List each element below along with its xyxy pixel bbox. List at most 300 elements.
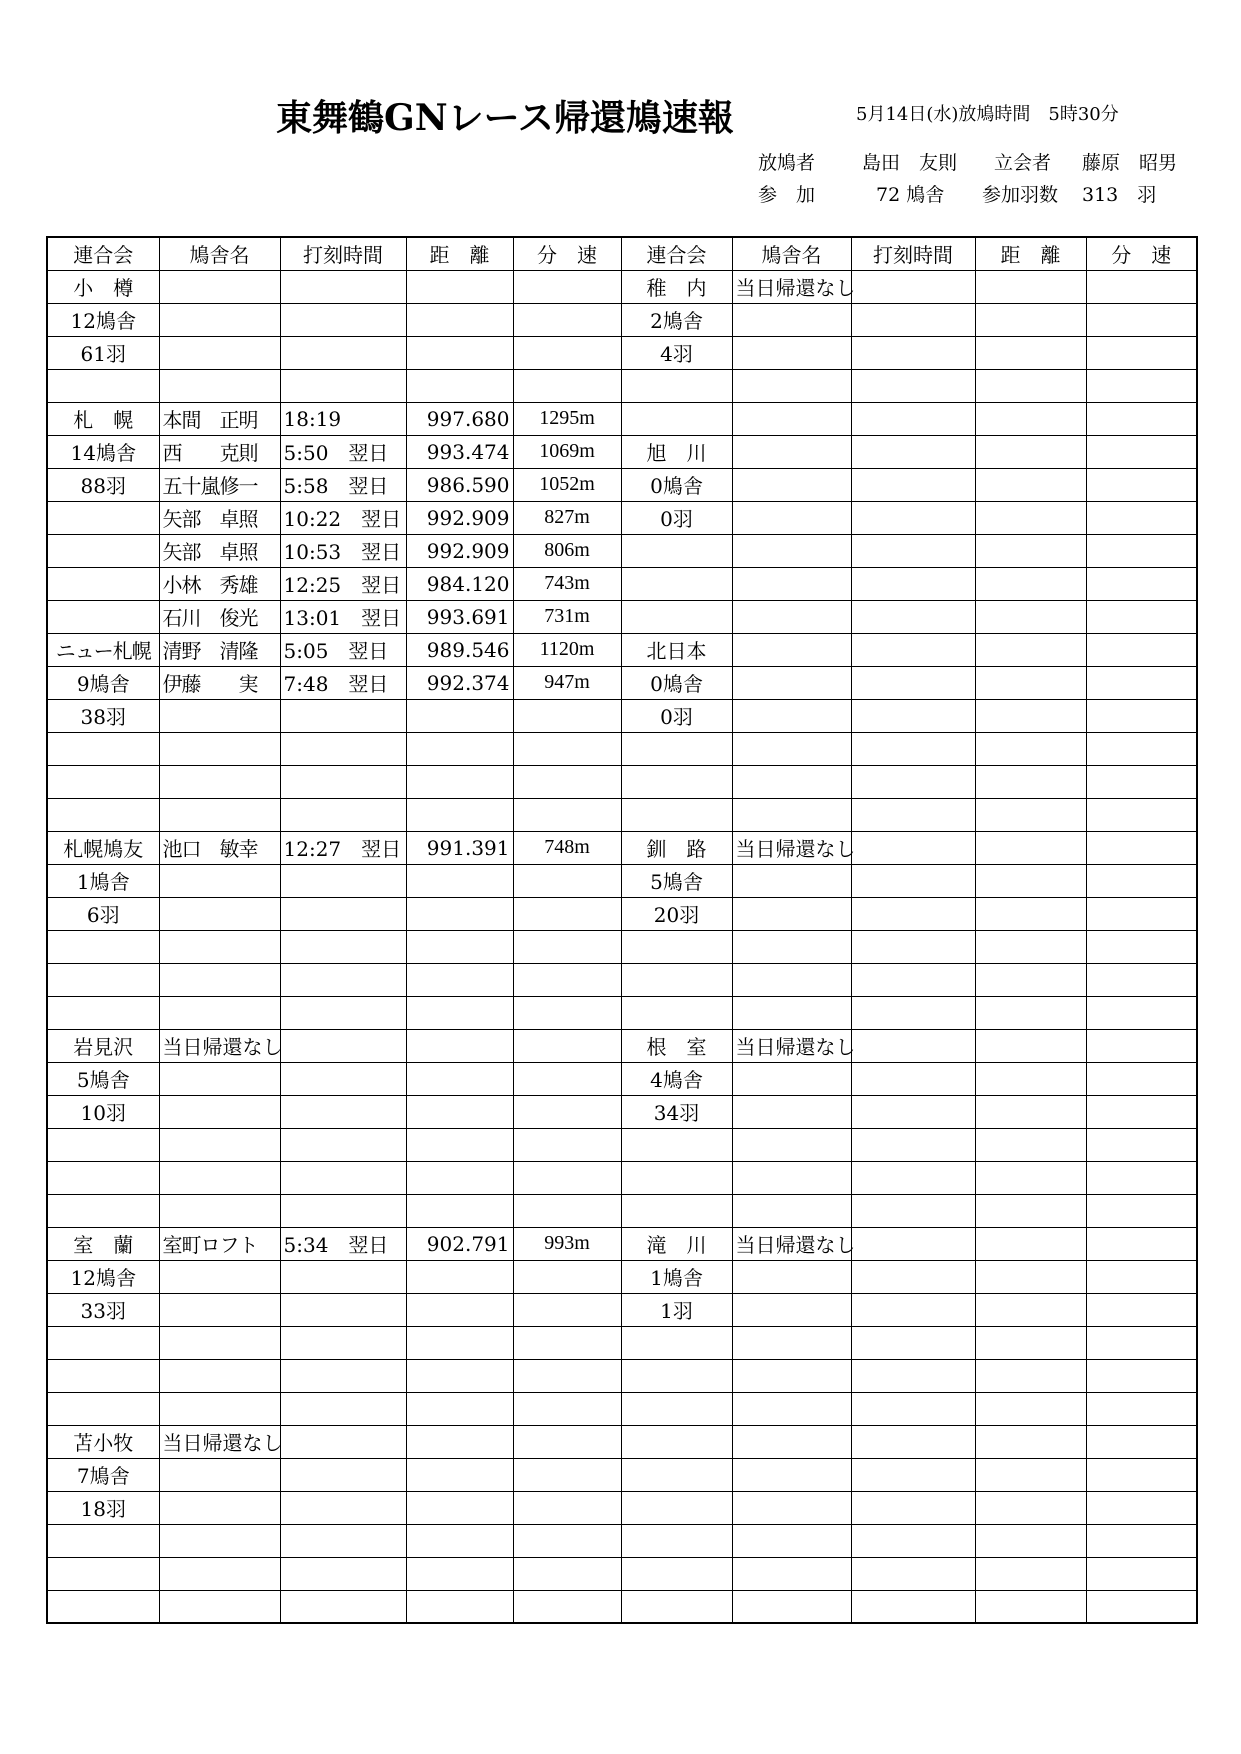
releaser-name: 島田 友則 — [862, 152, 958, 174]
federation-cell: 7鳩舎 — [47, 1458, 159, 1491]
speed-cell — [1086, 897, 1197, 930]
clock-time-cell: 12:25 翌日 — [280, 567, 406, 600]
table-row — [47, 1260, 1197, 1293]
clock-time-cell — [851, 270, 975, 303]
speed-cell — [1086, 732, 1197, 765]
clock-time-cell — [280, 1458, 406, 1491]
distance-cell — [975, 1326, 1086, 1359]
loft-name-cell — [732, 1458, 851, 1491]
table-row — [47, 303, 1197, 336]
loft-name-cell — [732, 1425, 851, 1458]
speed-cell — [513, 336, 621, 369]
speed-cell — [1086, 336, 1197, 369]
distance-cell — [406, 270, 513, 303]
distance-cell — [975, 402, 1086, 435]
speed-cell — [513, 1128, 621, 1161]
federation-cell — [621, 1392, 732, 1425]
speed-cell — [1086, 633, 1197, 666]
distance-cell — [406, 732, 513, 765]
federation-cell: 6羽 — [47, 897, 159, 930]
federation-cell: 1鳩舎 — [47, 864, 159, 897]
federation-cell — [47, 369, 159, 402]
speed-cell — [1086, 1425, 1197, 1458]
distance-cell — [975, 732, 1086, 765]
loft-name-cell — [732, 1293, 851, 1326]
clock-time-cell — [851, 402, 975, 435]
speed-cell — [513, 864, 621, 897]
federation-cell: 小 樽 — [47, 270, 159, 303]
header-cell: 距 離 — [406, 237, 513, 270]
loft-name-cell — [732, 996, 851, 1029]
loft-name-cell: 室町ロフト — [159, 1227, 280, 1260]
speed-cell — [1086, 996, 1197, 1029]
speed-cell — [1086, 1557, 1197, 1590]
clock-time-cell — [851, 996, 975, 1029]
distance-cell — [406, 369, 513, 402]
header-cell: 連合会 — [621, 237, 732, 270]
federation-cell: 旭 川 — [621, 435, 732, 468]
speed-cell — [513, 1260, 621, 1293]
distance-cell — [975, 666, 1086, 699]
clock-time-cell — [280, 303, 406, 336]
table-row — [47, 1161, 1197, 1194]
federation-cell — [47, 798, 159, 831]
loft-name-cell — [159, 963, 280, 996]
federation-cell: 12鳩舎 — [47, 1260, 159, 1293]
distance-cell — [975, 1524, 1086, 1557]
distance-cell — [975, 501, 1086, 534]
table-row — [47, 1392, 1197, 1425]
table-row — [47, 534, 1197, 567]
clock-time-cell: 5:50 翌日 — [280, 435, 406, 468]
loft-name-cell — [732, 1491, 851, 1524]
federation-cell: 岩見沢 — [47, 1029, 159, 1062]
distance-cell: 984.120 — [406, 567, 513, 600]
speed-cell — [513, 963, 621, 996]
loft-name-cell — [732, 1590, 851, 1623]
loft-name-cell: 当日帰還なし — [732, 270, 851, 303]
speed-cell: 748m — [513, 831, 621, 864]
loft-name-cell — [732, 897, 851, 930]
loft-name-cell — [159, 1491, 280, 1524]
table-row — [47, 1590, 1197, 1623]
federation-cell — [621, 1359, 732, 1392]
loft-name-cell — [159, 1326, 280, 1359]
federation-cell: 18羽 — [47, 1491, 159, 1524]
clock-time-cell: 5:34 翌日 — [280, 1227, 406, 1260]
federation-cell — [621, 1425, 732, 1458]
table-row — [47, 270, 1197, 303]
speed-cell — [1086, 270, 1197, 303]
distance-cell — [975, 930, 1086, 963]
loft-name-cell — [732, 1392, 851, 1425]
clock-time-cell — [851, 798, 975, 831]
clock-time-cell — [851, 336, 975, 369]
distance-cell — [975, 1194, 1086, 1227]
header-cell: 鳩舎名 — [159, 237, 280, 270]
clock-time-cell — [851, 1326, 975, 1359]
clock-time-cell: 7:48 翌日 — [280, 666, 406, 699]
federation-cell — [621, 600, 732, 633]
speed-cell — [1086, 1161, 1197, 1194]
speed-cell — [513, 1491, 621, 1524]
distance-cell — [975, 336, 1086, 369]
loft-name-cell — [732, 303, 851, 336]
speed-cell — [513, 1458, 621, 1491]
distance-cell: 997.680 — [406, 402, 513, 435]
table-row — [47, 1359, 1197, 1392]
distance-cell — [975, 1458, 1086, 1491]
clock-time-cell — [851, 1491, 975, 1524]
federation-cell: 稚 内 — [621, 270, 732, 303]
distance-cell: 992.909 — [406, 501, 513, 534]
witness-name: 藤原 昭男 — [1082, 152, 1178, 174]
federation-cell — [621, 534, 732, 567]
federation-cell: 2鳩舎 — [621, 303, 732, 336]
distance-cell — [406, 1359, 513, 1392]
table-row — [47, 831, 1197, 864]
distance-cell — [975, 600, 1086, 633]
table-row — [47, 699, 1197, 732]
federation-cell — [47, 1161, 159, 1194]
loft-count: 72 鳩舎 — [876, 184, 945, 206]
loft-name-cell — [159, 864, 280, 897]
speed-cell — [1086, 699, 1197, 732]
clock-time-cell — [851, 1095, 975, 1128]
federation-cell — [47, 930, 159, 963]
federation-cell: 34羽 — [621, 1095, 732, 1128]
clock-time-cell — [280, 1161, 406, 1194]
federation-cell: 釧 路 — [621, 831, 732, 864]
speed-cell: 947m — [513, 666, 621, 699]
speed-cell — [513, 1029, 621, 1062]
federation-cell — [621, 996, 732, 1029]
speed-cell — [1086, 600, 1197, 633]
loft-name-cell — [732, 864, 851, 897]
loft-name-cell: 当日帰還なし — [732, 1029, 851, 1062]
speed-cell — [1086, 501, 1197, 534]
loft-name-cell — [159, 369, 280, 402]
federation-cell — [47, 1524, 159, 1557]
loft-name-cell — [732, 732, 851, 765]
federation-cell: 9鳩舎 — [47, 666, 159, 699]
speed-cell: 1295m — [513, 402, 621, 435]
clock-time-cell — [851, 1128, 975, 1161]
distance-cell — [975, 1590, 1086, 1623]
loft-name-cell: 小林 秀雄 — [159, 567, 280, 600]
distance-cell — [406, 1392, 513, 1425]
federation-cell: 5鳩舎 — [47, 1062, 159, 1095]
loft-name-cell: 本間 正明 — [159, 402, 280, 435]
federation-cell — [47, 1128, 159, 1161]
federation-cell — [621, 1194, 732, 1227]
speed-cell — [513, 1194, 621, 1227]
speed-cell: 731m — [513, 600, 621, 633]
clock-time-cell — [280, 963, 406, 996]
loft-name-cell — [159, 1128, 280, 1161]
federation-cell: 1羽 — [621, 1293, 732, 1326]
clock-time-cell — [280, 1128, 406, 1161]
federation-cell — [621, 1128, 732, 1161]
federation-cell — [621, 798, 732, 831]
distance-cell — [975, 270, 1086, 303]
table-row — [47, 501, 1197, 534]
federation-cell — [47, 567, 159, 600]
distance-cell — [975, 831, 1086, 864]
federation-cell: 北日本 — [621, 633, 732, 666]
table-row — [47, 963, 1197, 996]
clock-time-cell — [851, 765, 975, 798]
clock-time-cell — [280, 1359, 406, 1392]
speed-cell — [1086, 1029, 1197, 1062]
clock-time-cell — [851, 600, 975, 633]
clock-time-cell — [851, 501, 975, 534]
distance-cell — [406, 963, 513, 996]
clock-time-cell — [851, 930, 975, 963]
loft-name-cell — [159, 732, 280, 765]
loft-name-cell — [732, 1062, 851, 1095]
clock-time-cell — [851, 1524, 975, 1557]
loft-name-cell: 西 克則 — [159, 435, 280, 468]
speed-cell — [513, 1326, 621, 1359]
clock-time-cell — [280, 1260, 406, 1293]
distance-cell — [975, 1128, 1086, 1161]
clock-time-cell — [851, 633, 975, 666]
distance-cell: 991.391 — [406, 831, 513, 864]
speed-cell — [513, 1392, 621, 1425]
speed-cell — [513, 1161, 621, 1194]
header-cell: 連合会 — [47, 237, 159, 270]
clock-time-cell — [851, 567, 975, 600]
loft-name-cell — [732, 600, 851, 633]
loft-name-cell — [159, 1524, 280, 1557]
clock-time-cell — [851, 1062, 975, 1095]
distance-cell — [406, 699, 513, 732]
loft-name-cell — [159, 1260, 280, 1293]
speed-cell — [1086, 666, 1197, 699]
loft-name-cell: 石川 俊光 — [159, 600, 280, 633]
table-row — [47, 1029, 1197, 1062]
clock-time-cell — [851, 1392, 975, 1425]
table-header-row — [47, 237, 1197, 270]
federation-cell — [621, 765, 732, 798]
distance-cell — [975, 765, 1086, 798]
clock-time-cell — [851, 732, 975, 765]
meta-line-2 — [758, 180, 1156, 207]
distance-cell: 989.546 — [406, 633, 513, 666]
speed-cell — [1086, 864, 1197, 897]
table-row — [47, 1491, 1197, 1524]
header-cell: 打刻時間 — [280, 237, 406, 270]
speed-cell — [1086, 1095, 1197, 1128]
clock-time-cell — [280, 864, 406, 897]
federation-cell: 室 蘭 — [47, 1227, 159, 1260]
federation-cell: 14鳩舎 — [47, 435, 159, 468]
clock-time-cell — [280, 1524, 406, 1557]
distance-cell — [406, 1095, 513, 1128]
table-row — [47, 369, 1197, 402]
speed-cell — [513, 930, 621, 963]
distance-cell — [975, 1260, 1086, 1293]
speed-cell — [1086, 930, 1197, 963]
distance-cell — [406, 1293, 513, 1326]
speed-cell: 1120m — [513, 633, 621, 666]
loft-name-cell — [159, 303, 280, 336]
loft-name-cell — [732, 1359, 851, 1392]
distance-cell — [975, 1293, 1086, 1326]
federation-cell: 0鳩舎 — [621, 468, 732, 501]
clock-time-cell — [851, 831, 975, 864]
loft-name-cell: 当日帰還なし — [159, 1029, 280, 1062]
speed-cell — [513, 732, 621, 765]
table-row — [47, 765, 1197, 798]
loft-name-cell — [732, 930, 851, 963]
distance-cell — [406, 303, 513, 336]
speed-cell — [1086, 1491, 1197, 1524]
distance-cell — [975, 897, 1086, 930]
clock-time-cell — [280, 1590, 406, 1623]
header-cell: 鳩舎名 — [732, 237, 851, 270]
clock-time-cell: 13:01 翌日 — [280, 600, 406, 633]
distance-cell — [406, 1491, 513, 1524]
clock-time-cell — [280, 270, 406, 303]
federation-cell: 0羽 — [621, 699, 732, 732]
federation-cell — [47, 765, 159, 798]
loft-name-cell — [159, 930, 280, 963]
federation-cell: 38羽 — [47, 699, 159, 732]
loft-name-cell — [159, 996, 280, 1029]
distance-cell — [975, 435, 1086, 468]
table-row — [47, 996, 1197, 1029]
distance-cell — [406, 798, 513, 831]
distance-cell — [406, 864, 513, 897]
clock-time-cell — [280, 1293, 406, 1326]
loft-name-cell: 五十嵐修一 — [159, 468, 280, 501]
table-row — [47, 435, 1197, 468]
loft-name-cell — [732, 468, 851, 501]
distance-cell — [406, 930, 513, 963]
distance-cell — [406, 1590, 513, 1623]
federation-cell — [47, 1194, 159, 1227]
distance-cell — [975, 1392, 1086, 1425]
loft-name-cell — [732, 534, 851, 567]
clock-time-cell: 5:05 翌日 — [280, 633, 406, 666]
federation-cell: 0羽 — [621, 501, 732, 534]
clock-time-cell — [280, 996, 406, 1029]
bird-count: 313 羽 — [1082, 184, 1157, 206]
loft-name-cell — [732, 1557, 851, 1590]
federation-cell — [47, 1590, 159, 1623]
speed-cell — [1086, 765, 1197, 798]
speed-cell — [1086, 831, 1197, 864]
speed-cell: 827m — [513, 501, 621, 534]
table-row — [47, 864, 1197, 897]
distance-cell — [975, 468, 1086, 501]
table-row — [47, 1128, 1197, 1161]
loft-name-cell — [732, 1161, 851, 1194]
loft-name-cell — [732, 1095, 851, 1128]
clock-time-cell — [280, 1491, 406, 1524]
speed-cell — [1086, 1260, 1197, 1293]
releaser-label: 放鳩者 — [758, 152, 816, 174]
speed-cell — [1086, 435, 1197, 468]
clock-time-cell — [851, 963, 975, 996]
distance-cell — [406, 1425, 513, 1458]
header-cell: 分 速 — [1086, 237, 1197, 270]
speed-cell — [513, 996, 621, 1029]
loft-name-cell — [732, 633, 851, 666]
table-row — [47, 897, 1197, 930]
table-row — [47, 1194, 1197, 1227]
clock-time-cell — [280, 1392, 406, 1425]
clock-time-cell — [851, 1029, 975, 1062]
clock-time-cell — [851, 1227, 975, 1260]
distance-cell — [975, 963, 1086, 996]
clock-time-cell — [851, 1260, 975, 1293]
federation-cell: 4羽 — [621, 336, 732, 369]
federation-cell: 61羽 — [47, 336, 159, 369]
distance-cell — [975, 1359, 1086, 1392]
federation-cell — [621, 567, 732, 600]
federation-cell: 苫小牧 — [47, 1425, 159, 1458]
federation-cell: 12鳩舎 — [47, 303, 159, 336]
loft-name-cell: 清野 清隆 — [159, 633, 280, 666]
clock-time-cell — [280, 765, 406, 798]
table-row — [47, 732, 1197, 765]
distance-cell — [975, 1095, 1086, 1128]
table-row — [47, 798, 1197, 831]
speed-cell — [513, 699, 621, 732]
table-row — [47, 567, 1197, 600]
distance-cell — [406, 1524, 513, 1557]
table-row — [47, 468, 1197, 501]
table-row — [47, 1458, 1197, 1491]
birds-label: 参加羽数 — [982, 184, 1059, 206]
meta-line-1 — [758, 148, 1177, 175]
federation-cell: 0鳩舎 — [621, 666, 732, 699]
clock-time-cell — [280, 1326, 406, 1359]
federation-cell — [47, 996, 159, 1029]
distance-cell — [975, 1062, 1086, 1095]
page-title: 東舞鶴GNレース帰還鳩速報 — [276, 97, 734, 139]
speed-cell: 743m — [513, 567, 621, 600]
speed-cell — [513, 303, 621, 336]
clock-time-cell — [280, 369, 406, 402]
loft-name-cell — [159, 1359, 280, 1392]
clock-time-cell — [851, 666, 975, 699]
table-row — [47, 402, 1197, 435]
clock-time-cell — [851, 1161, 975, 1194]
loft-name-cell — [159, 699, 280, 732]
clock-time-cell — [851, 435, 975, 468]
speed-cell — [1086, 1293, 1197, 1326]
distance-cell — [975, 633, 1086, 666]
distance-cell — [406, 1194, 513, 1227]
loft-name-cell: 矢部 卓照 — [159, 534, 280, 567]
federation-cell: ニュー札幌 — [47, 633, 159, 666]
clock-time-cell — [851, 1194, 975, 1227]
speed-cell — [1086, 1590, 1197, 1623]
distance-cell — [975, 369, 1086, 402]
distance-cell: 993.474 — [406, 435, 513, 468]
distance-cell — [406, 1062, 513, 1095]
distance-cell — [406, 765, 513, 798]
loft-name-cell — [732, 369, 851, 402]
loft-name-cell — [732, 1524, 851, 1557]
loft-name-cell — [159, 336, 280, 369]
loft-name-cell — [732, 1326, 851, 1359]
clock-time-cell — [280, 699, 406, 732]
